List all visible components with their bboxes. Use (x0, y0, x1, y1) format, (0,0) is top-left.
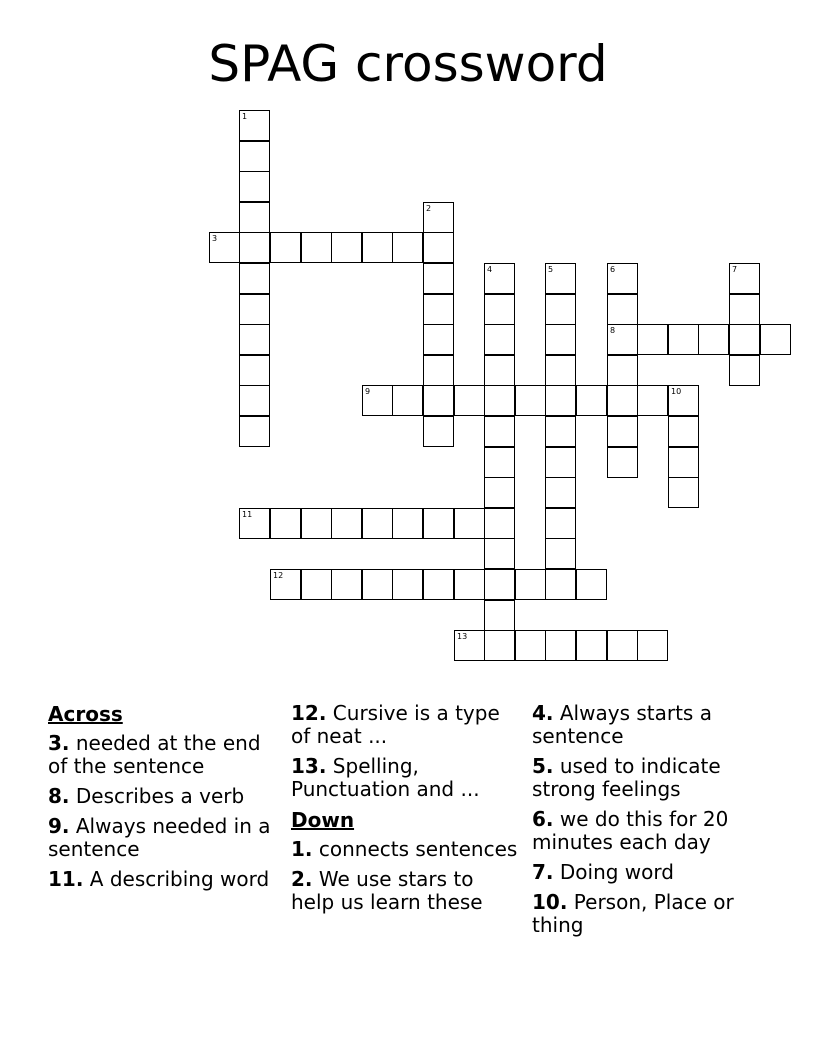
grid-cell[interactable] (484, 447, 515, 478)
grid-cell[interactable] (423, 324, 454, 355)
grid-cell[interactable] (331, 232, 362, 263)
grid-cell[interactable] (545, 477, 576, 508)
grid-cell[interactable] (729, 294, 760, 325)
grid-cell[interactable] (668, 447, 699, 478)
grid-cell[interactable] (576, 385, 607, 416)
grid-cell[interactable] (301, 569, 332, 600)
clue-across-11: 11. A describing word (48, 867, 270, 891)
grid-cell[interactable] (301, 232, 332, 263)
clue-number: 7 (732, 265, 738, 274)
grid-cell[interactable] (392, 232, 423, 263)
grid-cell[interactable] (484, 630, 515, 661)
grid-cell[interactable] (423, 508, 454, 539)
grid-cell[interactable] (607, 355, 638, 386)
clue-down-7: 7. Doing word (532, 860, 674, 884)
grid-cell[interactable] (760, 324, 791, 355)
grid-cell[interactable] (423, 569, 454, 600)
clue-number: 1 (242, 112, 248, 121)
grid-cell[interactable] (423, 202, 454, 233)
grid-cell[interactable] (239, 355, 270, 386)
grid-cell[interactable] (545, 355, 576, 386)
grid-cell[interactable] (515, 569, 546, 600)
grid-cell[interactable] (545, 324, 576, 355)
clue-down-6: 6. we do this for 20 minutes each day (532, 807, 729, 854)
clue-down-5: 5. used to indicate strong feelings (532, 754, 721, 801)
grid-cell[interactable] (729, 355, 760, 386)
grid-cell[interactable] (270, 232, 301, 263)
grid-cell[interactable] (301, 508, 332, 539)
clue-number: 10 (671, 387, 682, 396)
clue-number: 3 (212, 234, 218, 243)
grid-cell[interactable] (239, 202, 270, 233)
grid-cell[interactable] (239, 416, 270, 447)
grid-cell[interactable] (239, 263, 270, 294)
grid-cell[interactable] (637, 630, 668, 661)
grid-cell[interactable] (484, 294, 515, 325)
down-heading: Down (291, 808, 355, 832)
grid-cell[interactable] (270, 508, 301, 539)
grid-cell[interactable] (392, 569, 423, 600)
grid-cell[interactable] (454, 508, 485, 539)
clue-across-13: 13. Spelling, Punctuation and ... (291, 754, 480, 801)
grid-cell[interactable] (698, 324, 729, 355)
clue-number: 4 (487, 265, 493, 274)
clue-across-9: 9. Always needed in a sentence (48, 814, 271, 861)
grid-cell[interactable] (423, 385, 454, 416)
grid-cell[interactable] (484, 538, 515, 569)
grid-cell[interactable] (668, 477, 699, 508)
clue-number: 2 (426, 204, 432, 213)
clue-number: 5 (548, 265, 554, 274)
grid-cell[interactable] (637, 324, 668, 355)
clue-down-2: 2. We use stars to help us learn these (291, 867, 483, 914)
grid-cell[interactable] (362, 508, 393, 539)
grid-cell[interactable] (454, 385, 485, 416)
grid-cell[interactable] (668, 324, 699, 355)
grid-cell[interactable] (576, 569, 607, 600)
clues-column-1 (48, 702, 278, 898)
grid-cell[interactable] (484, 508, 515, 539)
grid-cell[interactable] (515, 630, 546, 661)
grid-cell[interactable] (423, 232, 454, 263)
clue-number: 9 (365, 387, 371, 396)
grid-cell[interactable] (607, 447, 638, 478)
grid-cell[interactable] (545, 385, 576, 416)
grid-cell[interactable] (454, 630, 485, 661)
grid-cell[interactable] (423, 355, 454, 386)
clue-number: 12 (273, 571, 284, 580)
clue-across-8: 8. Describes a verb (48, 784, 245, 808)
grid-cell[interactable] (607, 294, 638, 325)
grid-cell[interactable] (545, 508, 576, 539)
clue-number: 6 (610, 265, 616, 274)
clue-down-1: 1. connects sentences (291, 837, 518, 861)
clue-number: 13 (457, 632, 468, 641)
grid-cell[interactable] (545, 294, 576, 325)
page-title: SPAG crossword (208, 35, 608, 93)
grid-cell[interactable] (392, 508, 423, 539)
grid-cell[interactable] (607, 416, 638, 447)
grid-cell[interactable] (668, 416, 699, 447)
grid-cell[interactable] (545, 447, 576, 478)
grid-cell[interactable] (239, 141, 270, 172)
grid-cell[interactable] (392, 385, 423, 416)
grid-cell[interactable] (484, 355, 515, 386)
clue-number: 8 (610, 326, 616, 335)
grid-cell[interactable] (239, 508, 270, 539)
clues-column-2 (291, 702, 521, 921)
grid-cell[interactable] (362, 232, 393, 263)
grid-cell[interactable] (239, 324, 270, 355)
grid-cell[interactable] (607, 385, 638, 416)
grid-cell[interactable] (239, 294, 270, 325)
grid-cell[interactable] (239, 171, 270, 202)
grid-cell[interactable] (270, 569, 301, 600)
grid-cell[interactable] (239, 385, 270, 416)
grid-cell[interactable] (331, 569, 362, 600)
grid-cell[interactable] (607, 263, 638, 294)
grid-cell[interactable] (362, 385, 393, 416)
grid-cell[interactable] (484, 263, 515, 294)
grid-cell[interactable] (607, 630, 638, 661)
grid-cell[interactable] (484, 600, 515, 631)
grid-cell[interactable] (362, 569, 393, 600)
grid-cell[interactable] (423, 263, 454, 294)
grid-cell[interactable] (423, 294, 454, 325)
grid-cell[interactable] (515, 385, 546, 416)
grid-cell[interactable] (668, 385, 699, 416)
across-heading: Across (48, 702, 123, 726)
grid-cell[interactable] (331, 508, 362, 539)
grid-cell[interactable] (484, 569, 515, 600)
grid-cell[interactable] (209, 232, 240, 263)
grid-cell[interactable] (454, 569, 485, 600)
grid-cell[interactable] (729, 324, 760, 355)
grid-cell[interactable] (484, 324, 515, 355)
clue-down-10: 10. Person, Place or thing (532, 890, 734, 937)
clue-across-12: 12. Cursive is a type of neat ... (291, 701, 500, 748)
grid-cell[interactable] (576, 630, 607, 661)
grid-cell[interactable] (729, 263, 760, 294)
clue-across-3: 3. needed at the end of the sentence (48, 731, 261, 778)
clue-number: 11 (242, 510, 253, 519)
grid-cell[interactable] (545, 630, 576, 661)
clue-down-4: 4. Always starts a sentence (532, 701, 712, 748)
grid-cell[interactable] (545, 416, 576, 447)
grid-cell[interactable] (545, 569, 576, 600)
grid-cell[interactable] (484, 416, 515, 447)
grid-cell[interactable] (607, 324, 638, 355)
grid-cell[interactable] (484, 385, 515, 416)
grid-cell[interactable] (637, 385, 668, 416)
clues-column-3 (532, 702, 762, 944)
grid-cell[interactable] (545, 263, 576, 294)
grid-cell[interactable] (423, 416, 454, 447)
grid-cell[interactable] (484, 477, 515, 508)
grid-cell[interactable] (239, 232, 270, 263)
grid-cell[interactable] (239, 110, 270, 141)
grid-cell[interactable] (545, 538, 576, 569)
